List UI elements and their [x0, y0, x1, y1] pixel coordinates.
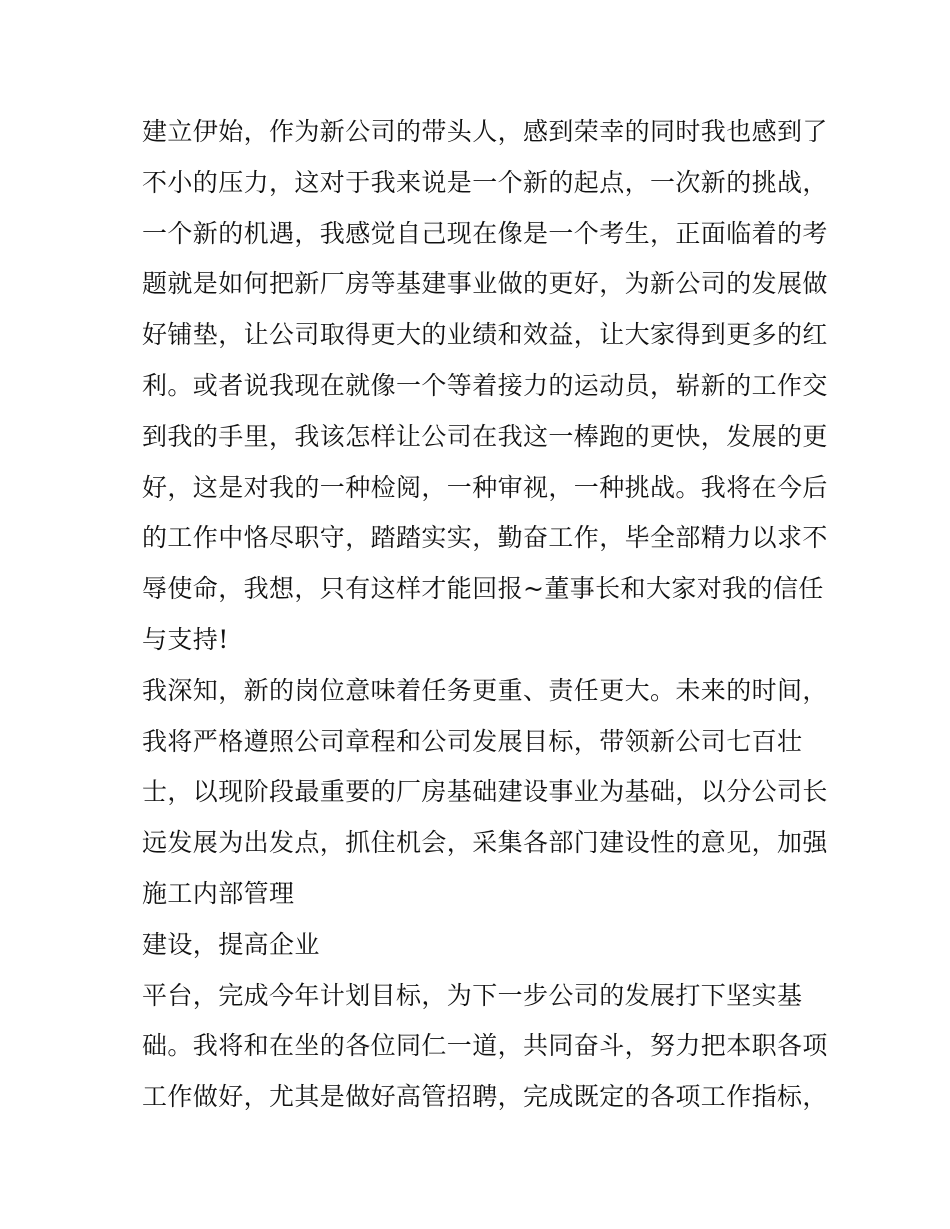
- text-line: 建立伊始，作为新公司的带头人，感到荣幸的同时我也感到了: [142, 117, 828, 146]
- text-line: 士，以现阶段最重要的厂房基础建设事业为基础，以分公司长: [142, 777, 828, 807]
- text-line: 题就是如何把新厂房等基建事业做的更好，为新公司的发展做: [142, 269, 828, 299]
- text-line: 辱使命，我想，只有这样才能回报~董事长和大家对我的信任: [142, 574, 824, 604]
- text-line: 施工内部管理: [142, 878, 295, 908]
- text-line: 平台，完成今年计划目标，为下一步公司的发展打下坚实基: [142, 980, 803, 1010]
- text-line: 础。我将和在坐的各位同仁一道，共同奋斗，努力把本职各项: [142, 1031, 828, 1061]
- text-line: 的工作中恪尽职守，踏踏实实，勤奋工作，毕全部精力以求不: [142, 523, 828, 553]
- text-line: 好铺垫，让公司取得更大的业绩和效益，让大家得到更多的红: [142, 320, 828, 350]
- text-line: 建设，提高企业: [142, 929, 320, 959]
- text-line: 好，这是对我的一种检阅，一种审视，一种挑战。我将在今后: [142, 472, 828, 502]
- text-line: 一个新的机遇，我感觉自己现在像是一个考生，正面临着的考: [142, 218, 828, 248]
- text-line: 不小的压力，这对于我来说是一个新的起点，一次新的挑战，: [142, 167, 828, 197]
- text-line: 利。或者说我现在就像一个等着接力的运动员，崭新的工作交: [142, 370, 828, 400]
- text-line: 与支持!: [142, 624, 229, 654]
- text-line: 远发展为出发点，抓住机会，采集各部门建设性的意见，加强: [142, 828, 828, 858]
- text-line: 我深知，新的岗位意味着任务更重、责任更大。未来的时间，: [142, 675, 828, 705]
- text-line: 到我的手里，我该怎样让公司在我这一棒跑的更快，发展的更: [142, 421, 828, 451]
- text-line: 工作做好，尤其是做好高管招聘，完成既定的各项工作指标，: [142, 1082, 828, 1112]
- text-line: 我将严格遵照公司章程和公司发展目标，带领新公司七百壮: [142, 726, 803, 756]
- body-text: [142, 107, 832, 1123]
